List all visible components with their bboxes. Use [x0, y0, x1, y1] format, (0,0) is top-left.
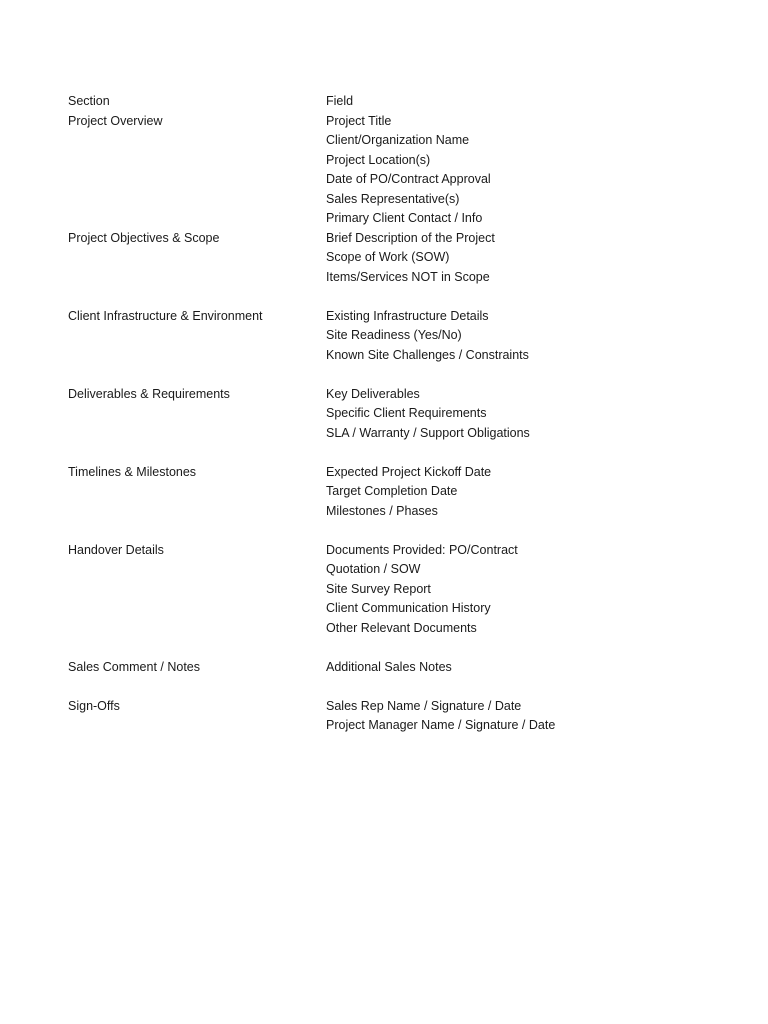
field-cell: Project Location(s): [326, 152, 431, 167]
section-cell: [68, 190, 326, 210]
field-cell: Documents Provided: PO/Contract: [326, 542, 518, 557]
field-cell: Site Survey Report: [326, 581, 431, 596]
field-cell: [326, 521, 708, 541]
table-row: [68, 599, 708, 619]
section-cell: Sign-Offs: [68, 698, 120, 713]
section-cell: [68, 580, 326, 600]
table-row: [68, 287, 708, 307]
table-row: [68, 346, 708, 366]
field-cell: Items/Services NOT in Scope: [326, 269, 490, 284]
section-cell: [68, 619, 326, 639]
table-row: [68, 638, 708, 658]
field-cell: Additional Sales Notes: [326, 659, 452, 674]
table-row: [68, 248, 708, 268]
section-cell: [68, 599, 326, 619]
table-row: [68, 268, 708, 288]
field-cell: Project Manager Name / Signature / Date: [326, 718, 556, 732]
section-cell: [68, 677, 326, 697]
section-cell: [68, 326, 326, 346]
field-cell: Site Readiness (Yes/No): [326, 328, 462, 342]
section-cell: [68, 248, 326, 268]
section-cell: Handover Details: [68, 542, 164, 557]
field-cell: Specific Client Requirements: [326, 406, 487, 420]
table-row: [68, 385, 708, 405]
field-cell: Milestones / Phases: [326, 503, 438, 518]
field-cell: Project Title: [326, 113, 392, 128]
table-row: [68, 307, 708, 327]
section-cell: [68, 131, 326, 151]
section-cell: [68, 151, 326, 171]
table-row: [68, 560, 708, 580]
field-cell: [326, 677, 708, 697]
table-row: [68, 209, 708, 229]
field-cell: Existing Infrastructure Details: [326, 308, 489, 323]
field-cell: Date of PO/Contract Approval: [326, 172, 491, 186]
field-cell: Key Deliverables: [326, 386, 420, 401]
table-row: [68, 482, 708, 502]
section-cell: Project Overview: [68, 113, 163, 128]
field-cell: Brief Description of the Project: [326, 230, 495, 245]
section-cell: Deliverables & Requirements: [68, 386, 230, 401]
table-row: [68, 151, 708, 171]
field-cell: Scope of Work (SOW): [326, 250, 450, 264]
field-cell: [326, 443, 708, 463]
table-body: [68, 112, 708, 736]
section-cell: [68, 443, 326, 463]
table-row: [68, 697, 708, 717]
table-row: [68, 443, 708, 463]
table-row: [68, 131, 708, 151]
table-header-row: [68, 92, 708, 112]
handover-table: [68, 92, 708, 736]
table-row: [68, 502, 708, 522]
section-cell: Sales Comment / Notes: [68, 659, 200, 674]
table-row: [68, 326, 708, 346]
table-row: [68, 716, 708, 736]
section-cell: [68, 521, 326, 541]
section-cell: [68, 716, 326, 736]
table-row: [68, 619, 708, 639]
section-cell: [68, 268, 326, 288]
table-row: [68, 229, 708, 249]
section-cell: [68, 346, 326, 366]
section-cell: [68, 502, 326, 522]
table-row: [68, 677, 708, 697]
section-cell: [68, 209, 326, 229]
section-column-header: Section: [68, 94, 110, 108]
section-cell: Project Objectives & Scope: [68, 230, 220, 245]
field-cell: Expected Project Kickoff Date: [326, 464, 492, 479]
field-cell: Sales Representative(s): [326, 191, 460, 206]
section-cell: [68, 560, 326, 580]
field-cell: Client/Organization Name: [326, 133, 470, 147]
section-cell: [68, 482, 326, 502]
field-cell: Other Relevant Documents: [326, 620, 477, 635]
field-cell: [326, 287, 708, 307]
table-row: [68, 424, 708, 444]
section-cell: Client Infrastructure & Environment: [68, 308, 263, 323]
field-cell: [326, 638, 708, 658]
section-cell: [68, 638, 326, 658]
section-cell: [68, 170, 326, 190]
field-cell: SLA / Warranty / Support Obligations: [326, 425, 530, 440]
field-cell: [326, 365, 708, 385]
table-row: [68, 365, 708, 385]
section-cell: [68, 424, 326, 444]
field-cell: Known Site Challenges / Constraints: [326, 347, 529, 362]
field-cell: Target Completion Date: [326, 484, 458, 498]
field-cell: Client Communication History: [326, 601, 491, 615]
table-row: [68, 580, 708, 600]
field-cell: Sales Rep Name / Signature / Date: [326, 698, 522, 713]
section-cell: [68, 287, 326, 307]
field-cell: Quotation / SOW: [326, 562, 421, 576]
table-row: [68, 463, 708, 483]
section-cell: [68, 404, 326, 424]
table-row: [68, 112, 708, 132]
section-cell: [68, 365, 326, 385]
field-column-header: Field: [326, 94, 354, 108]
table-row: [68, 404, 708, 424]
table-row: [68, 541, 708, 561]
table-row: [68, 521, 708, 541]
table-row: [68, 190, 708, 210]
field-cell: Primary Client Contact / Info: [326, 211, 483, 225]
table-row: [68, 170, 708, 190]
table-row: [68, 658, 708, 678]
section-cell: Timelines & Milestones: [68, 464, 197, 479]
